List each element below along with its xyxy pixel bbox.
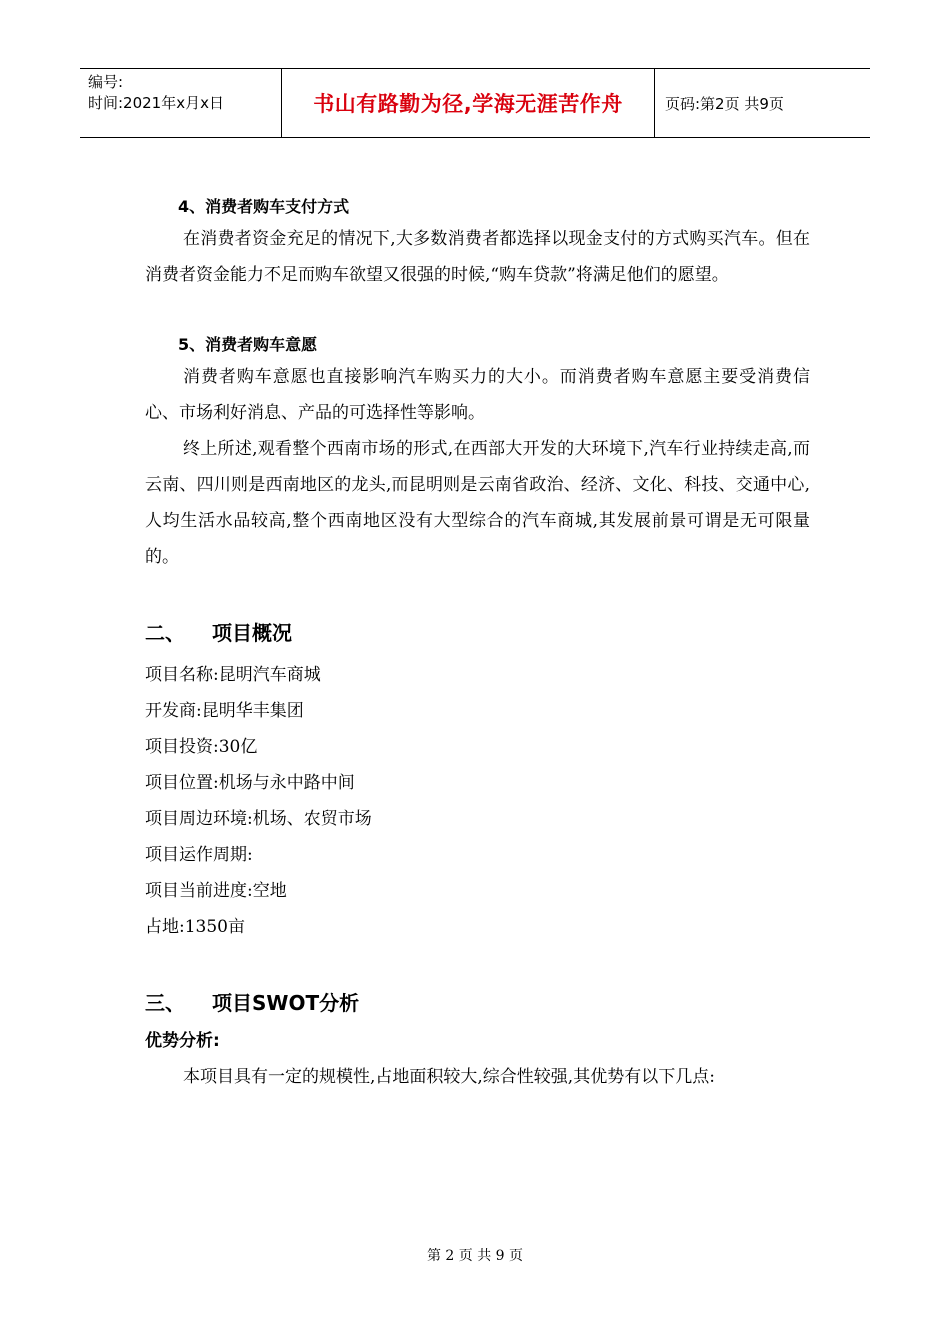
header-motto: 书山有路勤为径,学海无涯苦作舟 <box>313 92 623 116</box>
project-item: 项目当前进度:空地 <box>145 881 287 901</box>
part2-heading <box>145 613 810 653</box>
project-item: 占地:1350亩 <box>145 917 245 937</box>
section4-title: 4、消费者购车支付方式 <box>178 197 350 216</box>
header-time: 时间:2021年x月x日 <box>88 94 224 112</box>
section5-paragraph-2: 终上所述,观看整个西南市场的形式,在西部大开发的大环境下,汽车行业持续走高,而云南、四川则是西南地区的龙头,而昆明则是云南省政治、经济、文化、科技、交通中心,人均生活水品较高,整个西南地区没有大型综合的汽车商城,其发展前景可谓是无可限量的。 <box>145 439 810 567</box>
section5-paragraph-1: 消费者购车意愿也直接影响汽车购买力的大小。而消费者购车意愿主要受消费信心、市场利好消息、产品的可选择性等影响。 <box>145 367 810 423</box>
project-item: 项目位置:机场与永中路中间 <box>145 773 355 793</box>
project-item: 项目名称:昆明汽车商城 <box>145 665 321 685</box>
part3-number: 三、 <box>145 991 185 1015</box>
project-item: 开发商:昆明华丰集团 <box>145 701 304 721</box>
strength-label: 优势分析: <box>145 1031 220 1051</box>
section4-paragraph: 在消费者资金充足的情况下,大多数消费者都选择以现金支付的方式购买汽车。但在消费者资金能力不足而购车欲望又很强的时候,“购车贷款”将满足他们的愿望。 <box>145 229 810 285</box>
document-body <box>145 193 810 1095</box>
part3-heading <box>145 983 810 1023</box>
header-page: 页码:第2页 共9页 <box>665 94 784 113</box>
header-meta <box>80 69 282 137</box>
part3-title: 项目SWOT分析 <box>212 991 360 1015</box>
header-motto-cell <box>282 69 655 137</box>
page-header <box>80 68 870 138</box>
part2-title: 项目概况 <box>212 621 292 645</box>
project-item: 项目投资:30亿 <box>145 737 258 757</box>
section5-title: 5、消费者购车意愿 <box>178 335 318 354</box>
project-item: 项目运作周期: <box>145 845 253 865</box>
page-footer: 第 2 页 共 9 页 <box>426 1248 524 1264</box>
part3-paragraph: 本项目具有一定的规模性,占地面积较大,综合性较强,其优势有以下几点: <box>183 1067 715 1087</box>
project-item: 项目周边环境:机场、农贸市场 <box>145 809 372 829</box>
part2-number: 二、 <box>145 621 185 645</box>
header-number: 编号: <box>88 73 124 91</box>
